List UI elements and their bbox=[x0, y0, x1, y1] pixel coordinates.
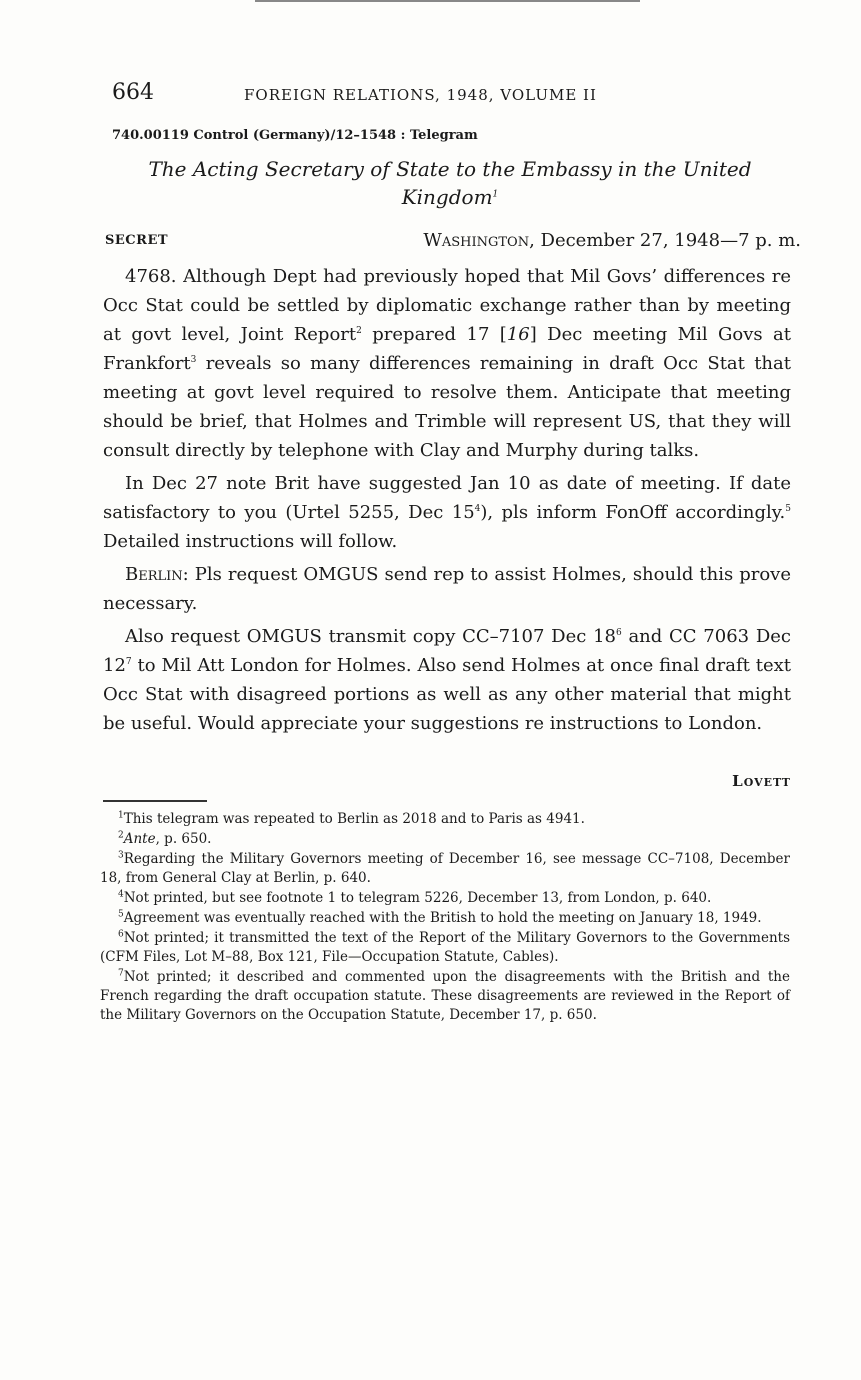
paragraph-4 bbox=[103, 622, 791, 738]
footnote-1 bbox=[100, 810, 790, 829]
footnote-3 bbox=[100, 850, 790, 888]
footnote-ref-1: 1 bbox=[492, 189, 499, 200]
page-header bbox=[112, 80, 792, 110]
dateline-date: , December 27, 1948—7 p. m. bbox=[529, 230, 801, 251]
footnote-6 bbox=[100, 929, 790, 967]
p4-text-a: Also request OMGUS transmit copy CC–7107 Dec 18 bbox=[125, 626, 616, 647]
p2-text-a: In Dec 27 note Brit have suggested Jan 10 as date of meeting. If date satisfactory to you (Urtel 5255, Dec 15 bbox=[103, 473, 791, 523]
footnote-ref-5: 5 bbox=[785, 504, 791, 514]
footnote-2 bbox=[100, 830, 790, 849]
footnote-ref-2: 2 bbox=[356, 326, 362, 336]
footnote-number: 5 bbox=[118, 909, 124, 920]
footnote-text: , p. 650. bbox=[155, 831, 212, 847]
document-title bbox=[130, 155, 770, 211]
footnote-5 bbox=[100, 909, 790, 928]
classification-label: SECRET bbox=[105, 233, 169, 248]
file-reference: 740.00119 Control (Germany)/12–1548 : Telegram bbox=[112, 128, 478, 143]
footnote-number: 1 bbox=[118, 810, 124, 821]
footnote-ref-3: 3 bbox=[190, 355, 197, 365]
footnote-ref-7: 7 bbox=[125, 657, 132, 667]
paragraph-2 bbox=[103, 469, 791, 556]
title-line-2 bbox=[130, 183, 770, 211]
paragraph-1 bbox=[103, 262, 791, 465]
footnote-7 bbox=[100, 968, 790, 1025]
telegram-body bbox=[103, 262, 791, 738]
footnote-ref-6: 6 bbox=[615, 628, 622, 638]
footnote-number: 6 bbox=[118, 929, 124, 940]
footnote-rule bbox=[103, 800, 207, 802]
footnote-number: 2 bbox=[118, 830, 124, 841]
footnote-text: Not printed; it described and commented upon the disagreements with the British and the French regarding the draft occupation statute. These disagreements are reviewed in the Report of the Military Governors on the Occupation Statute, December 17, p. 650. bbox=[100, 969, 790, 1023]
footnote-number: 4 bbox=[118, 889, 124, 900]
footnote-ref-4: 4 bbox=[474, 504, 481, 514]
footnote-text: Regarding the Military Governors meeting of December 16, see message CC–7108, December 18, from General Clay at Berlin, p. 640. bbox=[100, 851, 790, 886]
p1-text-d: reveals so many differences remaining in draft Occ Stat that meeting at govt level required to resolve them. Anticipate that meeting should be brief, that Holmes and Trimble will represent US, that they will consult directly by telephone with Clay and Murphy during talks. bbox=[103, 353, 791, 461]
signature: Lovett bbox=[732, 772, 791, 790]
berlin-label: Berlin: bbox=[125, 564, 189, 585]
footnote-number: 3 bbox=[118, 850, 124, 861]
p2-text-b: ), pls inform FonOff accordingly. bbox=[480, 502, 786, 523]
footnote-text: This telegram was repeated to Berlin as 2018 and to Paris as 4941. bbox=[123, 811, 585, 827]
footnote-italic: Ante bbox=[123, 831, 156, 847]
p1-text-c: ] Dec meeting Mil Govs at Frankfort bbox=[103, 324, 791, 374]
paragraph-3 bbox=[103, 560, 791, 618]
p4-text-b: and CC 7063 Dec 12 bbox=[103, 626, 791, 676]
dateline bbox=[423, 230, 801, 251]
p3-text: Pls request OMGUS send rep to assist Holmes, should this prove necessary. bbox=[103, 564, 791, 614]
footnote-text: Not printed, but see footnote 1 to telegram 5226, December 13, from London, p. 640. bbox=[123, 890, 712, 906]
title-line-1: The Acting Secretary of State to the Embassy in the United bbox=[148, 157, 752, 181]
p1-text-a: 4768. Although Dept had previously hoped that Mil Govs’ differences re Occ Stat could be settled by diplomatic exchange rather than by meeting at govt level, Joint Report bbox=[103, 266, 791, 345]
title-kingdom: Kingdom bbox=[401, 185, 493, 209]
p1-italic-date: 16 bbox=[506, 324, 530, 345]
p4-text-c: to Mil Att London for Holmes. Also send Holmes at once final draft text Occ Stat with disagreed portions as well as any other material that might be useful. Would appreciate your suggestions re instructions to London. bbox=[103, 655, 791, 734]
footnote-4 bbox=[100, 889, 790, 908]
p1-text-b: prepared 17 [ bbox=[361, 324, 507, 345]
running-title: FOREIGN RELATIONS, 1948, VOLUME II bbox=[244, 86, 597, 104]
footnotes bbox=[100, 810, 790, 1026]
footnote-text: Agreement was eventually reached with the British to hold the meeting on January 18, 1949. bbox=[123, 910, 762, 926]
page-number: 664 bbox=[112, 80, 154, 105]
p2-text-c: Detailed instructions will follow. bbox=[103, 531, 398, 552]
footnote-number: 7 bbox=[118, 968, 124, 979]
top-rule bbox=[255, 0, 640, 2]
footnote-text: Not printed; it transmitted the text of the Report of the Military Governors to the Governments (CFM Files, Lot M–88, Box 121, File—Occupation Statute, Cables). bbox=[100, 930, 790, 965]
dateline-place: Washington bbox=[423, 230, 530, 251]
